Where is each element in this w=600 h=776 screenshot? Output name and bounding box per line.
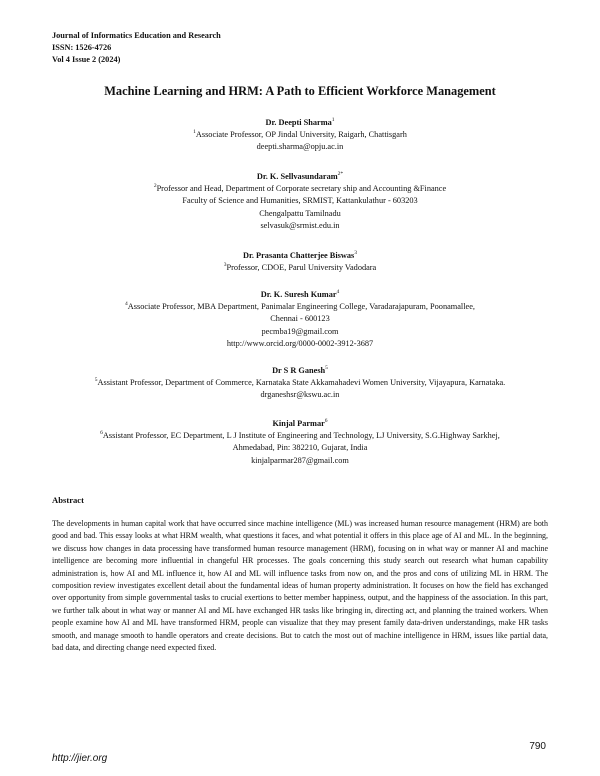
affiliation-sup: 1 [193,129,196,136]
affiliation-line: Chennai - 600123 [270,314,330,324]
author-block-1 [40,117,560,154]
affiliation-line: Assistant Professor, Department of Commerce, Karnataka State Akkamahadevi Women University, Vijayapura, Karnataka. [97,378,506,388]
author-block-2 [40,171,560,232]
paper-title: Machine Learning and HRM: A Path to Efficient Workforce Management [104,84,496,98]
journal-volume: Vol 4 Issue 2 (2024) [52,55,121,64]
author-sup: 2* [337,171,344,178]
affiliation-line: Assistant Professor, EC Department, L J Institute of Engineering and Technology, LJ University, S.G.Highway Sarkhej, [102,431,500,441]
abstract-body: The developments in human capital work that have occurred since machine intelligence (ML) was increased human resource management (HRM) are both good and bad. This essay looks at what HRM wealth, what questions it faces, and what potential it offers in this place age of AI and ML. In the beginning, we discuss how changes in data processing have transformed human resource management (HRM), focusing on in what way or manner AI and machine intelligence are becoming more influential in changeful HR processes. The goals concerning this study search out research what human capability administration is, how AI and ML influence it, how AI and ML will influence tasks from now on, and the pros and cons of utilizing ML in HRM. The composition review investigates excellent detail about the fundamental ideas of human property administration. It focuses on how the field has exchanged over opportunity from simple governmental tasks to crucial exertions to better member happiness, output, and the happiness of the association. In this part, we further talk about in what way or manner AI and ML have exchanged HR tasks like bringing in, directing act, and planning the trained workers. When people examine how AI and ML have transformed HRM, people can visualize that they may present family data-driven understandings, make HR tasks smooth, and manage smooth to handle operators and create decisions. But to catch the most out of machine intelligence in HRM, issues like partial data, bad data, and directing change need expected fixed. [52,519,548,653]
author-name: Dr S R Ganesh [272,366,326,375]
author-sup: 4 [336,289,340,296]
author-block-4 [40,289,560,350]
affiliation-line: Associate Professor, OP Jindal University, Raigarh, Chattisgarh [195,130,407,140]
author-name: Dr. Deepti Sharma [265,118,332,127]
author-name: Kinjal Parmar [272,419,325,428]
affiliation-line: Ahmedabad, Pin: 382210, Gujarat, India [232,443,368,453]
page-number: 790 [529,741,546,752]
affiliation-line: Faculty of Science and Humanities, SRMIST, Kattankulathur - 603203 [182,196,418,206]
author-name: Dr. Prasanta Chatterjee Biswas [243,251,355,260]
author-email: selvasuk@srmist.edu.in [260,220,340,230]
affiliation-sup: 3 [223,262,227,269]
author-email: drganeshsr@kswu.ac.in [260,390,340,400]
author-sup: 5 [325,365,328,372]
author-name: Dr. K. Sellvasundaram [256,172,338,181]
journal-issn: ISSN: 1526-4726 [52,43,112,52]
author-email: deepti.sharma@opju.ac.in [256,142,344,152]
footer-url-link[interactable]: http://jier.org [52,753,108,764]
affiliation-sup: 4 [125,301,128,308]
author-name: Dr. K. Suresh Kumar [260,290,337,299]
author-sup: 1 [331,117,335,124]
author-sup: 6 [324,418,328,425]
author-block-5 [40,365,560,402]
affiliation-line: Professor, CDOE, Parul University Vadodara [226,263,377,273]
affiliation-line: Chengalpattu Tamilnadu [259,208,341,218]
journal-header [52,30,221,66]
author-block-6 [40,418,560,467]
author-orcid-link[interactable]: http://www.orcid.org/0000-0002-3912-3687 [226,338,374,348]
affiliation-sup: 6 [100,430,103,437]
author-block-3 [40,250,560,274]
author-email: kinjalparmar287@gmail.com [251,455,349,465]
author-sup: 3 [354,250,357,257]
abstract-heading: Abstract [52,495,84,505]
author-email: pecmba19@gmail.com [261,326,339,336]
affiliation-sup: 2 [153,183,157,190]
affiliation-line: Professor and Head, Department of Corporate secretary ship and Accounting &Finance [156,184,447,194]
journal-name: Journal of Informatics Education and Research [52,31,221,40]
affiliation-line: Associate Professor, MBA Department, Panimalar Engineering College, Varadarajapuram, Poonamallee, [127,302,475,312]
affiliation-sup: 5 [94,377,98,384]
